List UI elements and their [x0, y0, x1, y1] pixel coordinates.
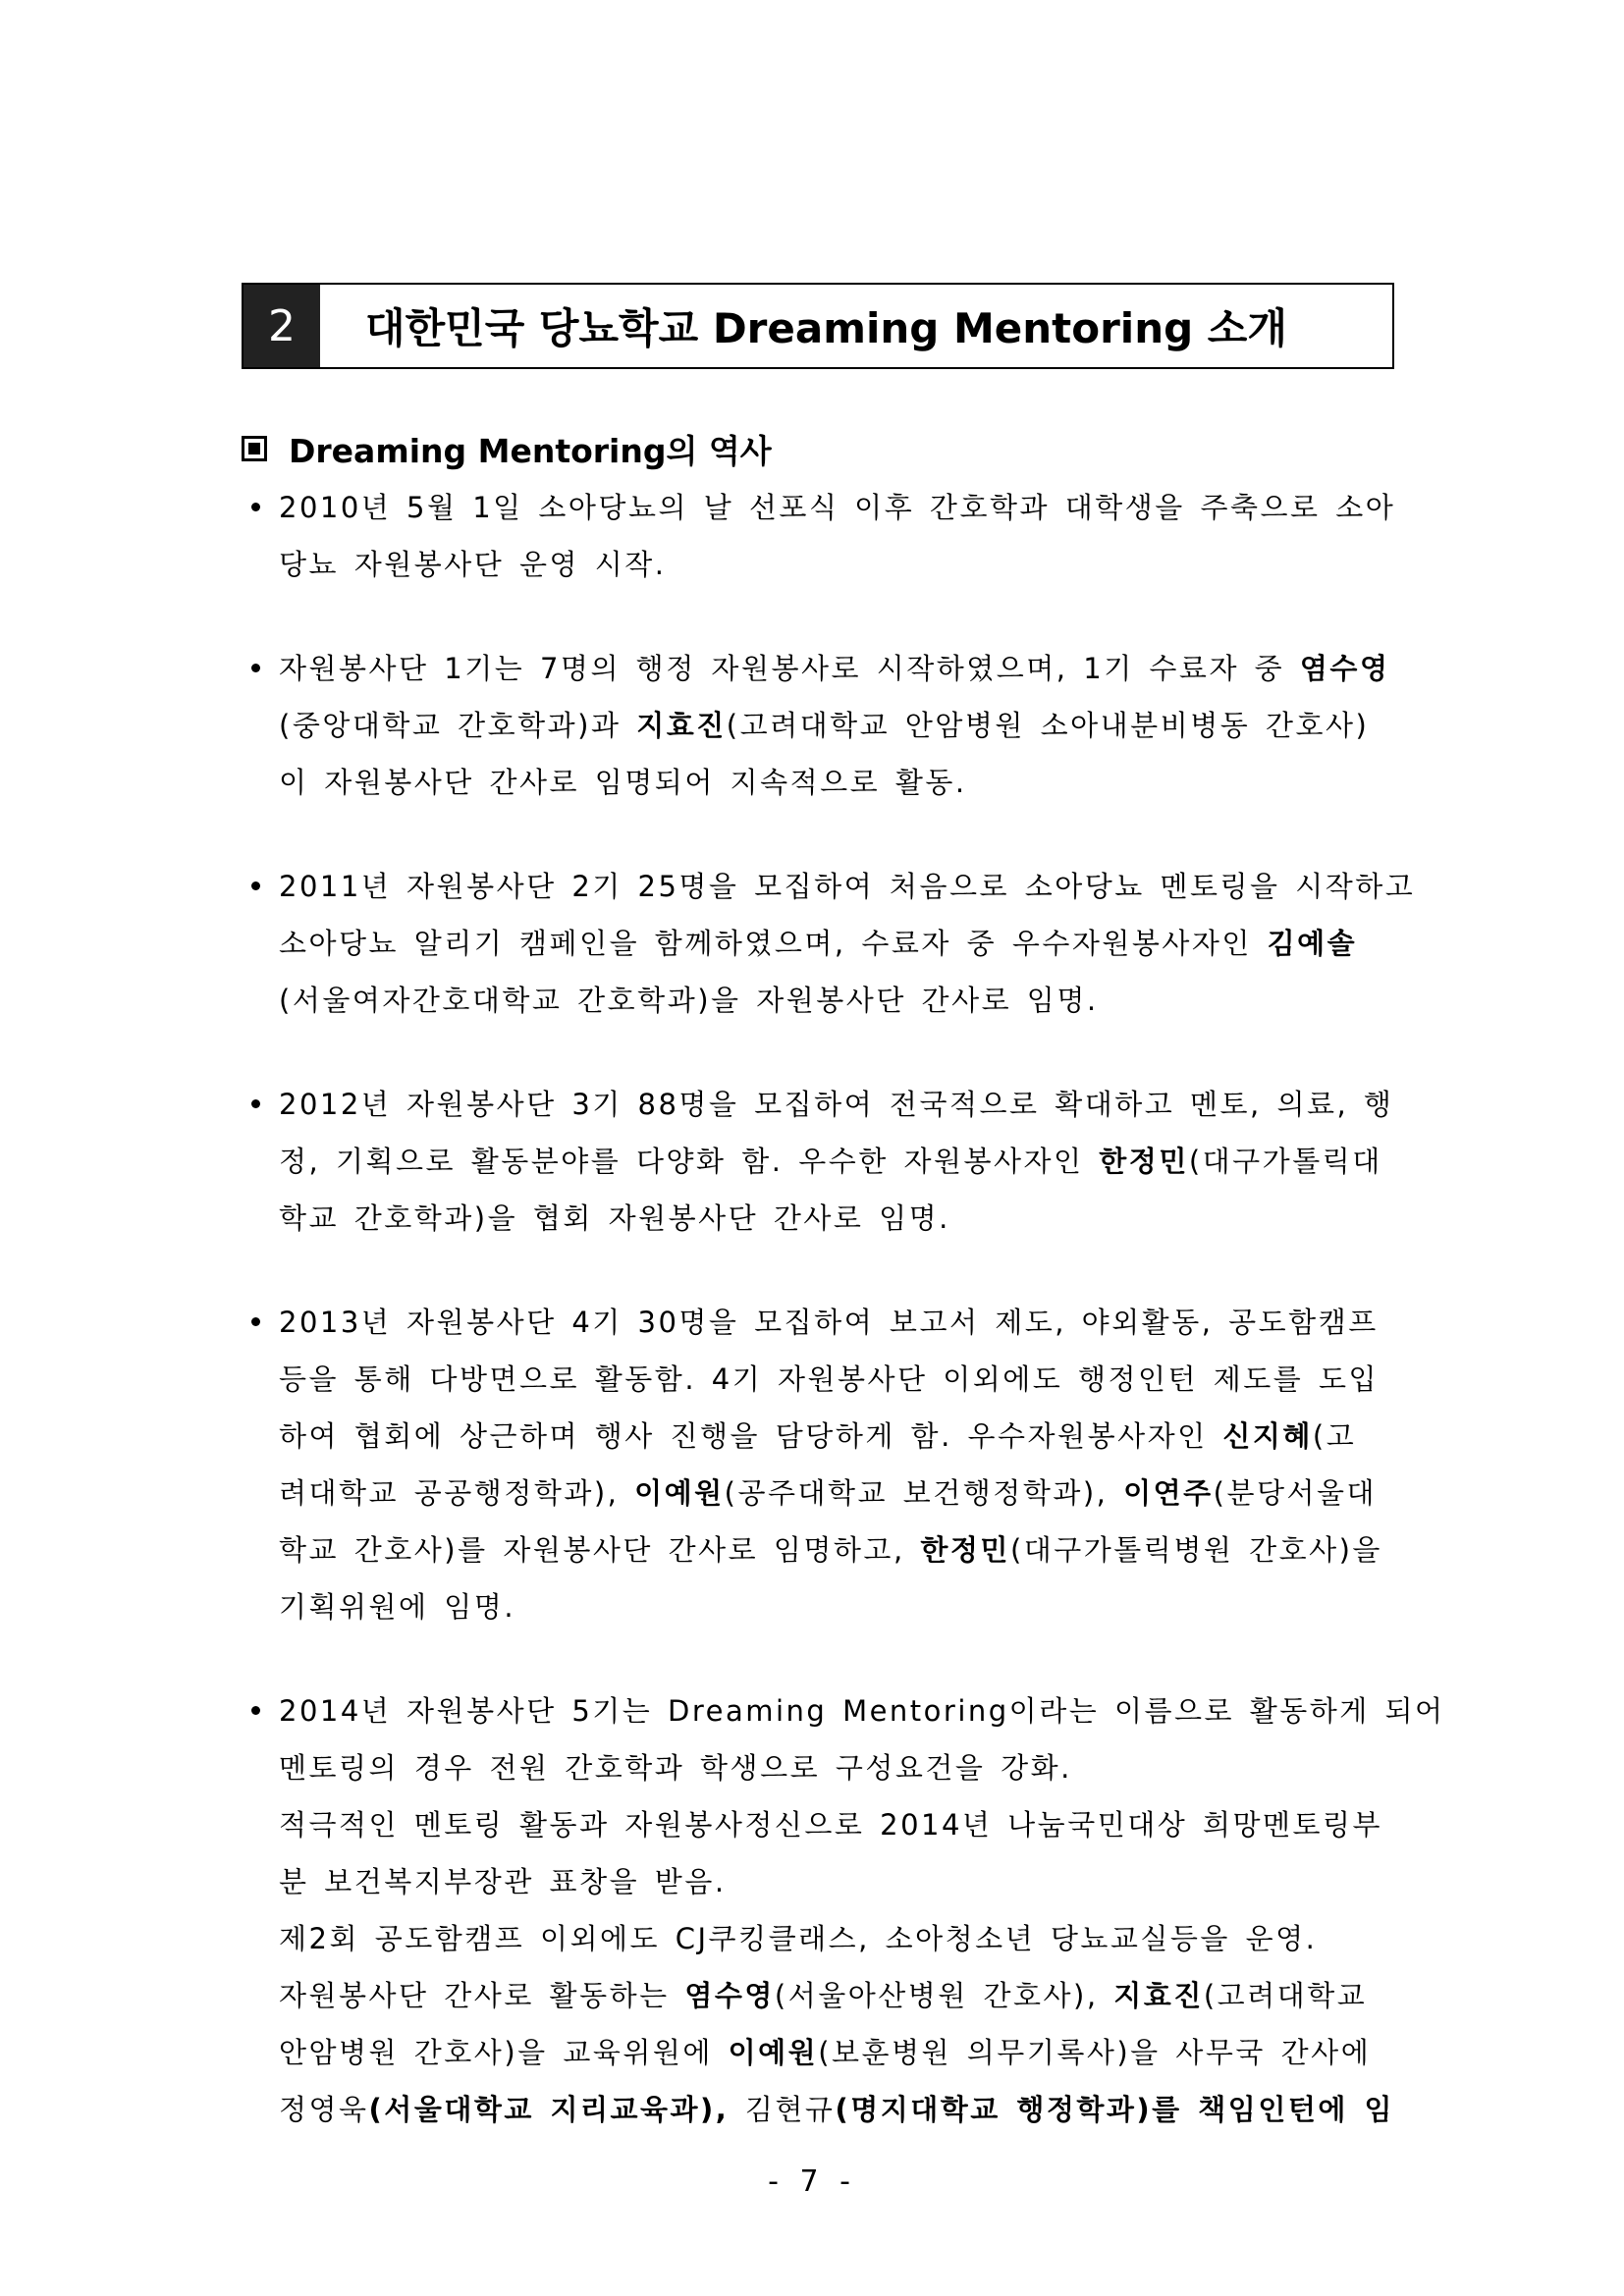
- line-text: 제2회 공도함캠프 이외에도 CJ쿠킹클래스, 소아청소년 당뇨교실등을 운영.: [279, 1922, 1318, 1955]
- person-name: 염수영: [1299, 652, 1390, 685]
- line-text: 려대학교 공공행정학과),: [279, 1476, 635, 1510]
- history-line: [279, 1190, 1394, 1247]
- square-bullet-icon: [242, 436, 267, 461]
- history-line: [279, 1294, 1394, 1351]
- history-line: [279, 1133, 1394, 1190]
- bullet-dot-icon: [251, 881, 260, 890]
- line-text: (서울여자간호대학교 간호학과)을 자원봉사단 간사로 임명.: [279, 984, 1099, 1017]
- history-line: [279, 915, 1394, 972]
- line-text: (분당서울대: [1213, 1476, 1378, 1510]
- person-name: 지효진: [636, 709, 727, 742]
- history-line: [279, 479, 1394, 536]
- history-item: [251, 1076, 1394, 1247]
- person-name: 한정민: [1099, 1145, 1189, 1178]
- history-line: [279, 1522, 1394, 1578]
- history-line: [279, 1853, 1394, 1910]
- line-text: (서울아산병원 간호사),: [774, 1979, 1114, 2012]
- history-line: [279, 858, 1416, 915]
- line-text: 2010년 5월 1일 소아당뇨의 날 선포식 이후 간호학과 대학생을 주축으로 소아: [279, 491, 1396, 524]
- line-text: 김현규: [744, 2093, 836, 2126]
- bullet-dot-icon: [251, 1099, 260, 1108]
- history-line: [279, 1465, 1394, 1522]
- line-text: (보훈병원 의무기록사)을 사무국 간사에: [818, 2036, 1372, 2069]
- line-text: (고: [1312, 1419, 1357, 1453]
- history-item: [251, 1294, 1394, 1635]
- history-line: [279, 1351, 1394, 1408]
- history-line: [279, 1578, 1394, 1635]
- history-item: [251, 858, 1416, 1029]
- line-text: (고려대학교 안암병원 소아내분비병동 간호사): [726, 709, 1370, 742]
- page-number: - 7 -: [768, 2164, 856, 2199]
- history-item: [251, 479, 1394, 593]
- line-text: 당뇨 자원봉사단 운영 시작.: [279, 548, 667, 581]
- bullet-dot-icon: [251, 664, 260, 672]
- line-text: 학교 간호학과)을 협회 자원봉사단 간사로 임명.: [279, 1201, 950, 1235]
- history-list: [251, 479, 1445, 2185]
- section-heading: [242, 424, 772, 473]
- line-text: 기획위원에 임명.: [279, 1590, 516, 1624]
- person-name: 신지혜: [1222, 1419, 1313, 1453]
- history-line: [279, 1076, 1394, 1133]
- line-text: 2011년 자원봉사단 2기 25명을 모집하여 처음으로 소아당뇨 멘토링을 시작하고: [279, 870, 1416, 903]
- line-text: 이 자원봉사단 간사로 임명되어 지속적으로 활동.: [279, 766, 967, 799]
- line-text: 정, 기획으로 활동분야를 다양화 함. 우수한 자원봉사자인: [279, 1145, 1100, 1178]
- history-line: [279, 2024, 1394, 2081]
- history-line: [279, 1910, 1394, 1967]
- person-name: (서울대학교 지리교육과),: [368, 2093, 745, 2126]
- bullet-dot-icon: [251, 1706, 260, 1715]
- person-name: 한정민: [920, 1533, 1010, 1567]
- history-line: [279, 1796, 1394, 1853]
- person-name: (명지대학교 행정학과)를 책임인턴에 임: [835, 2093, 1394, 2126]
- line-text: 하여 협회에 상근하며 행사 진행을 담당하게 함. 우수자원봉사자인: [279, 1419, 1223, 1453]
- line-text: (대구가톨릭대: [1188, 1145, 1382, 1178]
- chapter-title-box: [242, 283, 1394, 369]
- history-line: [279, 536, 1394, 593]
- person-name: 김예솔: [1267, 927, 1358, 960]
- history-line: [279, 2081, 1394, 2138]
- line-text: 자원봉사단 1기는 7명의 행정 자원봉사로 시작하였으며, 1기 수료자 중: [279, 652, 1300, 685]
- line-text: 학교 간호사)를 자원봉사단 간사로 임명하고,: [279, 1533, 921, 1567]
- history-item: [251, 1682, 1445, 2138]
- history-line: [279, 697, 1394, 754]
- line-text: 정영욱: [279, 2093, 369, 2126]
- person-name: 이예원: [634, 1476, 725, 1510]
- line-text: 등을 통해 다방면으로 활동함. 4기 자원봉사단 이외에도 행정인턴 제도를 도입: [279, 1362, 1380, 1396]
- section-heading-text: Dreaming Mentoring의 역사: [289, 431, 772, 470]
- history-line: [279, 1739, 1394, 1796]
- line-text: 2014년 자원봉사단 5기는 Dreaming Mentoring이라는 이름으로 활동하게 되어: [279, 1694, 1445, 1728]
- line-text: 2012년 자원봉사단 3기 88명을 모집하여 전국적으로 확대하고 멘토, 의료, 행: [279, 1088, 1394, 1121]
- person-name: 이연주: [1123, 1476, 1214, 1510]
- line-text: 안암병원 간호사)을 교육위원에: [279, 2036, 729, 2069]
- chapter-title: 대한민국 당뇨학교 Dreaming Mentoring 소개: [365, 304, 1287, 352]
- history-line: [279, 640, 1394, 697]
- bullet-dot-icon: [251, 1317, 260, 1326]
- bullet-dot-icon: [251, 503, 260, 511]
- history-line: [279, 1408, 1394, 1465]
- line-text: 멘토링의 경우 전원 간호학과 학생으로 구성요건을 강화.: [279, 1751, 1072, 1785]
- chapter-number: 2: [244, 285, 320, 367]
- line-text: 소아당뇨 알리기 캠페인을 함께하였으며, 수료자 중 우수자원봉사자인: [279, 927, 1268, 960]
- history-line: [279, 972, 1394, 1029]
- history-line: [279, 1967, 1394, 2024]
- line-text: (중앙대학교 간호학과)과: [279, 709, 637, 742]
- person-name: 지효진: [1113, 1979, 1204, 2012]
- history-item: [251, 640, 1394, 811]
- line-text: (고려대학교: [1203, 1979, 1368, 2012]
- line-text: 적극적인 멘토링 활동과 자원봉사정신으로 2014년 나눔국민대상 희망멘토링부: [279, 1808, 1383, 1842]
- line-text: (공주대학교 보건행정학과),: [724, 1476, 1124, 1510]
- line-text: 자원봉사단 간사로 활동하는: [279, 1979, 685, 2012]
- person-name: 이예원: [728, 2036, 819, 2069]
- line-text: (대구가톨릭병원 간호사)을: [1009, 1533, 1382, 1567]
- history-line: [279, 1682, 1445, 1739]
- history-line: [279, 754, 1394, 811]
- line-text: 2013년 자원봉사단 4기 30명을 모집하여 보고서 제도, 야외활동, 공도함캠프: [279, 1306, 1379, 1339]
- line-text: 분 보건복지부장관 표창을 받음.: [279, 1865, 727, 1898]
- person-name: 염수영: [684, 1979, 775, 2012]
